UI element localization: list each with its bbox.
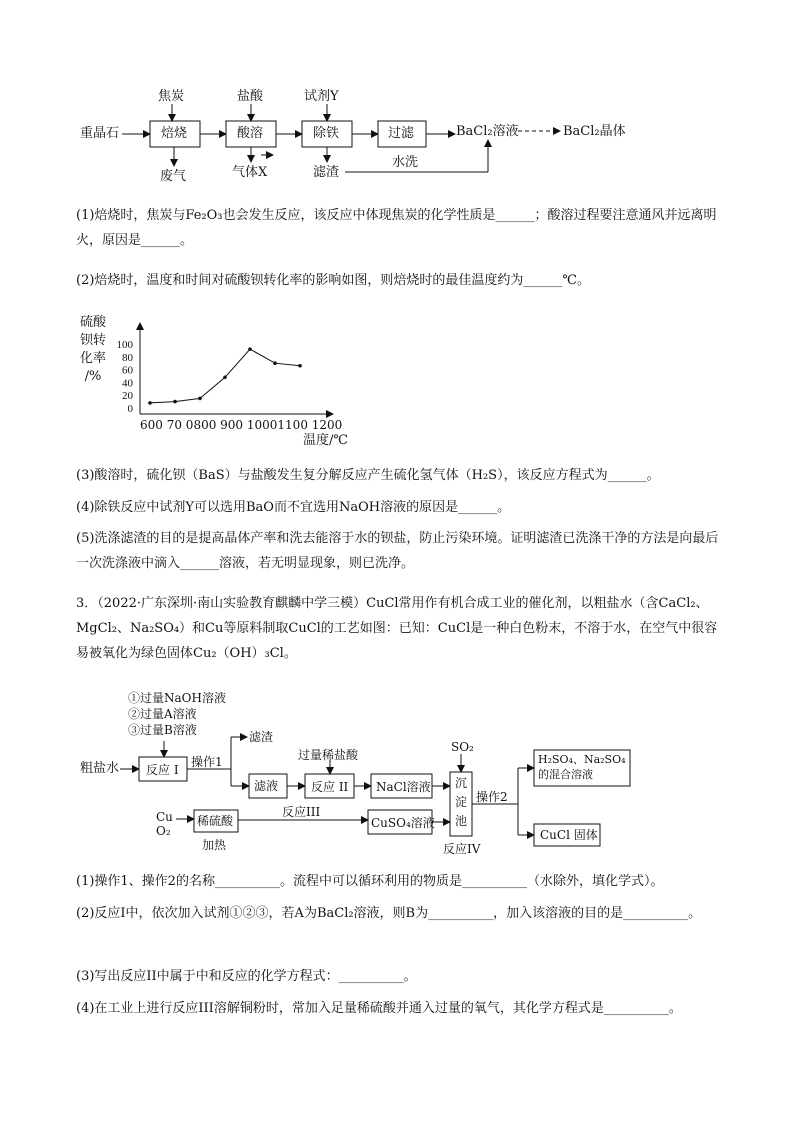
heat-label: 加热 (202, 838, 227, 852)
reaction-2-label: 反应 II (311, 780, 349, 794)
nacl-solution-label: NaCl溶液 (376, 780, 431, 794)
y-label-line-3: 化率 (80, 351, 107, 366)
raw-material: 重晶石 (80, 126, 120, 141)
tank-char-3: 池 (454, 814, 467, 828)
question-1-part-5: (5)洗涤滤渣的目的是提高晶体产率和洗去能溶于水的钡盐，防止污染环境。证明滤渣已洗涤干净的方法是向最后一次洗涤液中滴入______溶液，若无明显现象，则已洗净。 (76, 531, 719, 571)
o2-label: O₂ (156, 824, 171, 838)
tank-char-2: 淀 (454, 795, 467, 809)
reagent-2: ②过量A溶液 (128, 707, 197, 721)
question-1-part-2: (2)焙烧时，温度和时间对硫酸钡转化率的影响如图，则焙烧时的最佳温度约为______℃。 (76, 273, 590, 288)
operation-1-label: 操作1 (191, 755, 223, 769)
y-tick-label: 20 (122, 390, 133, 403)
y-tick-label: 60 (122, 364, 133, 377)
reaction-3-label: 反应III (282, 805, 321, 819)
box4-label: 过滤 (388, 126, 415, 141)
output-residue: 滤渣 (313, 165, 340, 180)
mixed-line-2: 的混合溶液 (538, 768, 593, 781)
input-coke: 焦炭 (158, 89, 185, 104)
cucl-solid-label: CuCl 固体 (540, 828, 598, 842)
question-1-part-1: (1)焙烧时，焦炭与Fe₂O₃也会发生反应，该反应中体现焦炭的化学性质是______；酸溶过程要注意通风并远离明火，原因是______。 (76, 208, 717, 248)
box3-label: 除铁 (313, 126, 340, 141)
mixed-solution-label (538, 752, 626, 782)
cu-label: Cu (156, 810, 173, 824)
y-tick-label: 0 (127, 403, 133, 415)
output-gas-x: 气体X (232, 165, 268, 180)
raw-brine: 粗盐水 (80, 761, 120, 776)
question-1-part-4: (4)除铁反应中试剂Y可以选用BaO而不宜选用NaOH溶液的原因是______。 (76, 500, 511, 515)
y-tick-label: 100 (116, 339, 133, 351)
y-label-line-1: 硫酸 (80, 315, 107, 330)
dilute-acid-label: 稀硫酸 (197, 814, 234, 828)
residue-label: 滤渣 (249, 730, 274, 744)
question-1-part-3: (3)酸溶时，硫化钡（BaS）与盐酸发生复分解反应产生硫化氢气体（H₂S），该反应方程式为______。 (76, 468, 660, 483)
question-3-part-4: (4)在工业上进行反应III溶解铜粉时，常加入足量稀硫酸并通入过量的氧气，其化学方程式是__________。 (76, 1001, 682, 1016)
x-tick-labels: 600 70 0800 900 10001100 1200 (140, 418, 343, 432)
tank-label (454, 774, 468, 831)
excess-hcl-label: 过量稀盐酸 (298, 748, 359, 762)
input-reagent-y: 试剂Y (304, 89, 339, 104)
reagent-3: ③过量B溶液 (128, 723, 197, 737)
x-axis-label: 温度/℃ (303, 433, 348, 448)
tank-char-1: 沉 (454, 776, 467, 790)
question-3-part-2: (2)反应I中，依次加入试剂①②③，若A为BaCl₂溶液，则B为__________，加入该溶液的目的是__________。 (76, 906, 702, 921)
box2-label: 酸溶 (237, 126, 264, 141)
filtrate-label: 滤液 (254, 779, 279, 793)
question-3-part-1: (1)操作1、操作2的名称__________。流程中可以循环利用的物质是__________（水除外，填化学式）。 (76, 874, 664, 889)
question-3-intro: 3．（2022·广东深圳·南山实验教育麒麟中学三模）CuCl常用作有机合成工业的催化剂，以粗盐水（含CaCl₂、MgCl₂、Na₂SO₄）和Cu等原料制取CuCl的工艺如图：已知：CuCl是一种白色粉末，不溶于水，在空气中很容易被氧化为绿色固体Cu₂（OH）₃Cl。 (76, 596, 718, 661)
output-exhaust: 废气 (160, 169, 187, 184)
box1-label: 焙烧 (161, 126, 188, 141)
reaction-1-label: 反应 I (146, 763, 179, 777)
product-solution: BaCl₂溶液 (456, 124, 519, 139)
y-tick-label: 40 (122, 377, 133, 390)
reagent-1: ①过量NaOH溶液 (128, 691, 226, 705)
operation-2-label: 操作2 (476, 790, 508, 804)
cuso4-label: CuSO₄溶液 (371, 816, 435, 830)
y-label-line-2: 钡转 (80, 333, 107, 348)
mixed-line-1: H₂SO₄、Na₂SO₄ (538, 753, 626, 766)
so2-label: SO₂ (451, 740, 474, 754)
reaction-4-label: 反应IV (443, 842, 481, 856)
y-label-line-4: /% (84, 369, 102, 384)
input-hcl: 盐酸 (237, 89, 264, 104)
y-tick-label: 80 (122, 351, 133, 364)
wash-label: 水洗 (392, 155, 419, 170)
question-3-part-3: (3)写出反应II中属于中和反应的化学方程式：__________。 (76, 969, 417, 984)
product-crystal: BaCl₂晶体 (563, 124, 626, 139)
